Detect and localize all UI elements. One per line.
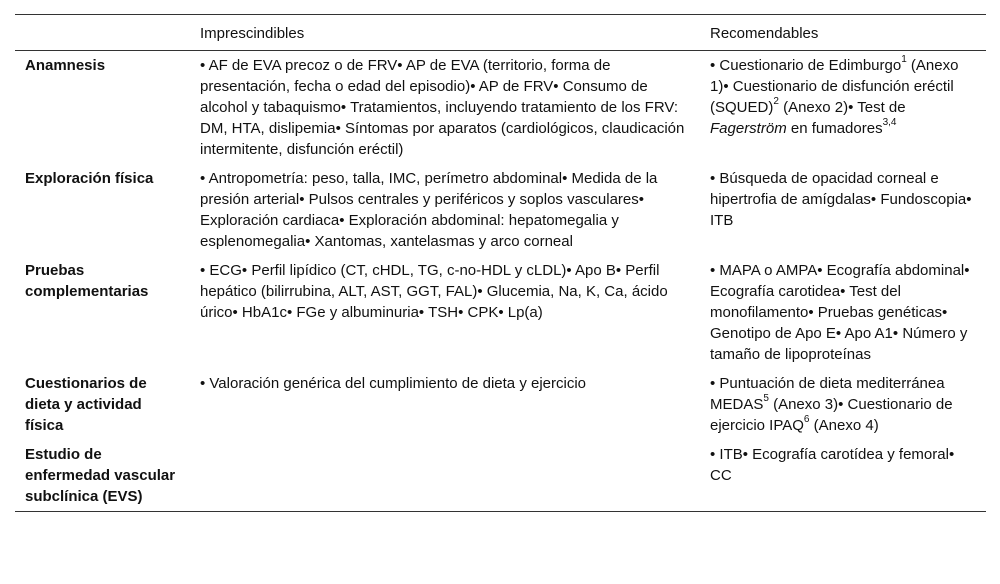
text-segment: en fumadores bbox=[786, 120, 883, 137]
table-row-evs bbox=[15, 440, 986, 512]
text-segment: • Cuestionario de Edimburgo bbox=[710, 57, 902, 74]
row-label: Exploración física bbox=[25, 170, 154, 187]
text-segment: (Anexo 2)• Test de bbox=[778, 99, 906, 116]
reference-superscript: 5 bbox=[763, 393, 769, 404]
reference-superscript: 2 bbox=[773, 96, 779, 107]
row-label: Estudio de enfermedad vascular subclínica (EVS) bbox=[25, 446, 176, 505]
row-label: Pruebas complementarias bbox=[25, 262, 149, 300]
cell-recomendables bbox=[700, 51, 986, 165]
text-segment: • Puntuación de dieta mediterránea MEDAS bbox=[710, 375, 945, 413]
cell-imprescindibles bbox=[190, 440, 700, 512]
italic-term: Fagerström bbox=[710, 120, 787, 137]
reference-superscript: 6 bbox=[803, 414, 810, 425]
header-empty-cell bbox=[15, 15, 190, 51]
cell-imprescindibles: • ECG• Perfil lipídico (CT, cHDL, TG, c-no-HDL y cLDL)• Apo B• Perfil hepático (bilirrubina, ALT, AST, GGT, FAL)• Glucemia, Na, K, Ca, ácido úrico• HbA1c• FGe y albuminuria• TSH• CPK• Lp(a) bbox=[200, 262, 668, 321]
row-label: Cuestionarios de dieta y actividad física bbox=[25, 375, 147, 434]
cell-recomendables: • ITB• Ecografía carotídea y femoral• CC bbox=[710, 446, 955, 484]
table-row-anamnesis bbox=[15, 51, 986, 165]
reference-superscript: 3,4 bbox=[882, 117, 897, 128]
table-row-exploracion-fisica bbox=[15, 164, 986, 256]
row-label: Anamnesis bbox=[25, 57, 106, 74]
header-recomendables: Recomendables bbox=[710, 25, 819, 42]
clinical-assessment-table-container bbox=[15, 14, 986, 512]
cell-recomendables: • Búsqueda de opacidad corneal e hipertrofia de amígdalas• Fundoscopia• ITB bbox=[710, 170, 972, 229]
text-segment: (Anexo 1)• Cuestionario de disfunción eréctil (SQUED) bbox=[710, 57, 959, 116]
text-segment: (Anexo 3)• Cuestionario de ejercicio IPAQ bbox=[710, 396, 953, 434]
clinical-assessment-table bbox=[15, 14, 986, 512]
text-segment: (Anexo 4) bbox=[809, 417, 879, 434]
cell-imprescindibles: • AF de EVA precoz o de FRV• AP de EVA (territorio, forma de presentación, fecha o edad del episodio)• AP de FRV• Consumo de alcohol y tabaquismo• Tratamientos, incluyendo tratamiento de los FRV: DM, HTA, dislipemia• Síntomas por aparatos (cardiológicos, claudicación intermitente, disfunción eréctil) bbox=[200, 57, 685, 158]
table-row-pruebas-complementarias bbox=[15, 256, 986, 369]
cell-imprescindibles: • Valoración genérica del cumplimiento de dieta y ejercicio bbox=[200, 375, 587, 392]
table-header-row bbox=[15, 15, 986, 51]
reference-superscript: 1 bbox=[901, 54, 907, 65]
table-row-cuestionarios bbox=[15, 369, 986, 440]
cell-imprescindibles: • Antropometría: peso, talla, IMC, perímetro abdominal• Medida de la presión arterial• Pulsos centrales y periféricos y soplos vasculares• Exploración cardiaca• Exploración abdominal: hepatomegalia y esplenomegalia• Xantomas, xantelasmas y arco corneal bbox=[200, 170, 658, 250]
cell-recomendables bbox=[700, 369, 986, 440]
cell-recomendables: • MAPA o AMPA• Ecografía abdominal• Ecografía carotidea• Test del monofilamento• Pruebas genéticas• Genotipo de Apo E• Apo A1• Número y tamaño de lipoproteínas bbox=[710, 262, 970, 363]
header-imprescindibles: Imprescindibles bbox=[200, 25, 305, 42]
